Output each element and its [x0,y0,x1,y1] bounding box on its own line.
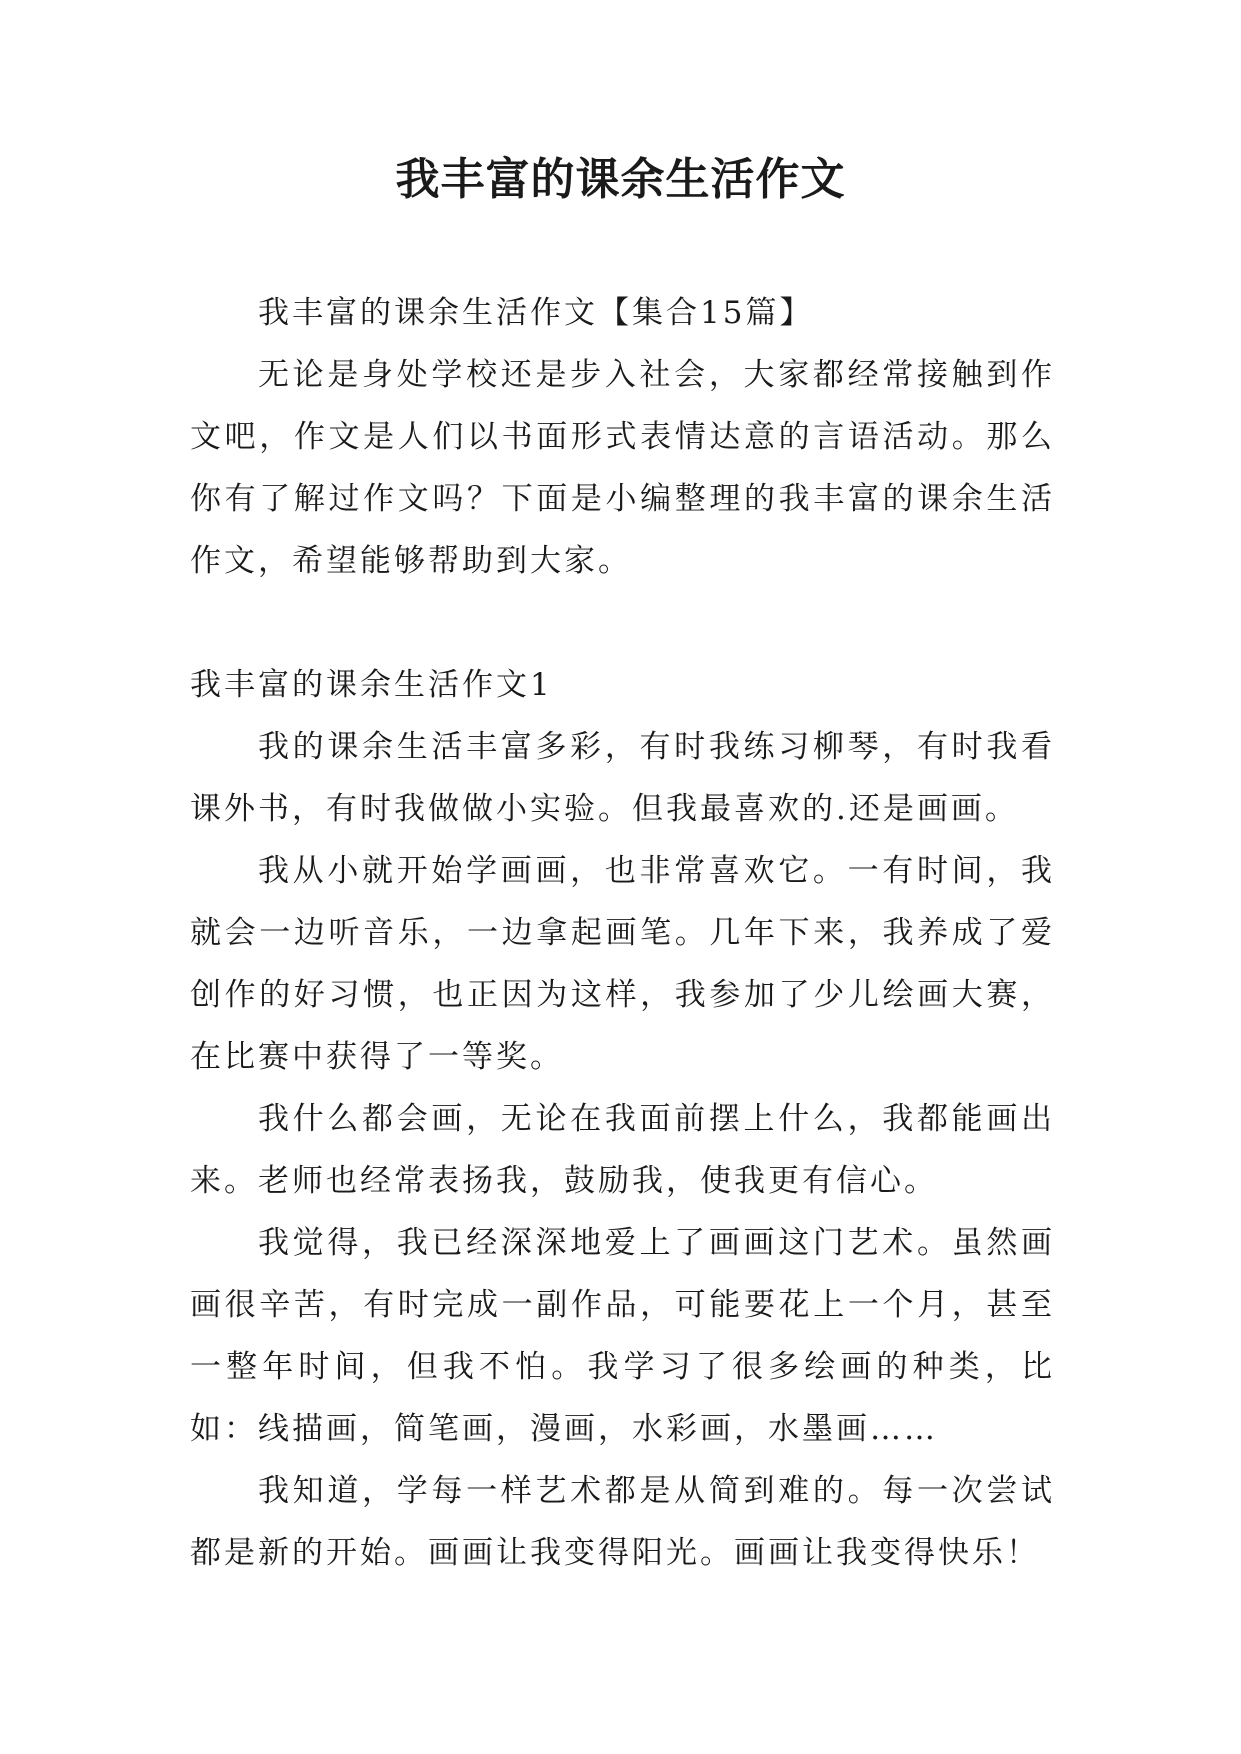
essay-paragraph: 我什么都会画，无论在我面前摆上什么，我都能画出来。老师也经常表扬我，鼓励我，使我更有信心。 [190,1101,1055,1199]
essay-paragraph: 我知道，学每一样艺术都是从简到难的。每一次尝试都是新的开始。画画让我变得阳光。画画让我变得快乐！ [190,1473,1055,1571]
intro-subtitle: 我丰富的课余生活作文【集合15篇】 [258,295,814,331]
essay-paragraph: 我的课余生活丰富多彩，有时我练习柳琴，有时我看课外书，有时我做做小实验。但我最喜欢的.还是画画。 [190,729,1055,827]
essay-paragraph: 我觉得，我已经深深地爱上了画画这门艺术。虽然画画很辛苦，有时完成一副作品，可能要花上一个月，甚至一整年时间，但我不怕。我学习了很多绘画的种类，比如：线描画，简笔画，漫画，水彩画，水墨画…… [190,1225,1055,1447]
essay-heading: 我丰富的课余生活作文1 [190,667,553,703]
intro-paragraph: 无论是身处学校还是步入社会，大家都经常接触到作文吧，作文是人们以书面形式表情达意的言语活动。那么你有了解过作文吗？下面是小编整理的我丰富的课余生活作文，希望能够帮助到大家。 [190,357,1055,579]
document-title: 我丰富的课余生活作文 [395,154,846,205]
essay-paragraph: 我从小就开始学画画，也非常喜欢它。一有时间，我就会一边听音乐，一边拿起画笔。几年下来，我养成了爱创作的好习惯，也正因为这样，我参加了少儿绘画大赛，在比赛中获得了一等奖。 [190,853,1055,1075]
document-body [190,282,1055,1584]
